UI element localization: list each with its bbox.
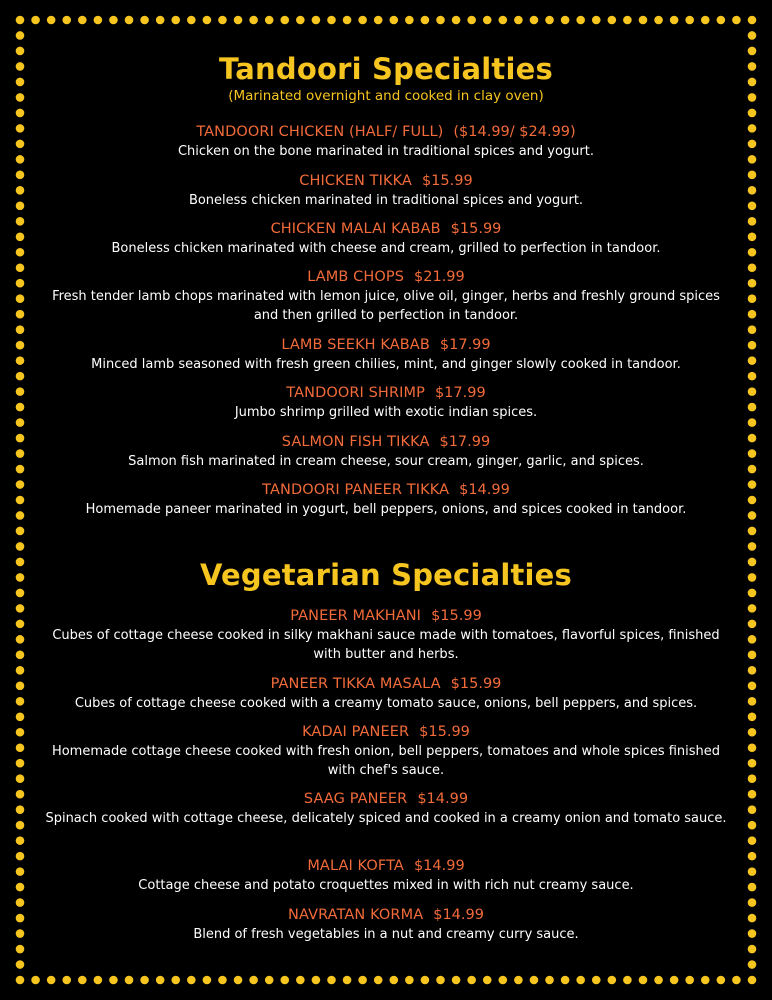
item-description: Chicken on the bone marinated in traditional spices and yogurt. bbox=[177, 144, 594, 159]
border-dot bbox=[654, 976, 663, 985]
border-dot bbox=[717, 16, 726, 25]
border-dot bbox=[203, 976, 212, 985]
border-dot bbox=[249, 16, 258, 25]
menu-item bbox=[40, 433, 732, 471]
border-dot bbox=[748, 232, 757, 241]
border-dot bbox=[748, 836, 757, 845]
border-dot bbox=[639, 16, 648, 25]
border-dot bbox=[171, 16, 180, 25]
border-dot bbox=[16, 155, 25, 164]
border-dot bbox=[748, 217, 757, 226]
border-dot bbox=[31, 16, 40, 25]
border-dot bbox=[374, 976, 383, 985]
item-description: Boneless chicken marinated in traditional spices and yogurt. bbox=[188, 193, 584, 208]
menu-item bbox=[40, 123, 732, 161]
border-dot bbox=[16, 465, 25, 474]
section-subtitle-tandoori: (Marinated overnight and cooked in clay oven) bbox=[228, 88, 544, 104]
border-dot bbox=[530, 16, 539, 25]
menu-item bbox=[40, 268, 732, 325]
border-dot bbox=[187, 976, 196, 985]
border-dot bbox=[140, 16, 149, 25]
border-dot bbox=[16, 109, 25, 118]
item-name: SAAG PANEER bbox=[303, 791, 408, 807]
border-dot bbox=[16, 403, 25, 412]
border-dot bbox=[592, 16, 601, 25]
menu-item bbox=[40, 172, 732, 210]
border-dot bbox=[561, 976, 570, 985]
border-dot bbox=[16, 914, 25, 923]
border-dot bbox=[748, 728, 757, 737]
border-dot bbox=[16, 790, 25, 799]
border-dot bbox=[608, 16, 617, 25]
border-dot bbox=[748, 93, 757, 102]
border-dot bbox=[685, 976, 694, 985]
border-dot bbox=[16, 496, 25, 505]
item-price: $17.99 bbox=[434, 385, 486, 401]
item-price: $21.99 bbox=[414, 269, 465, 285]
border-dot bbox=[16, 434, 25, 443]
border-dot bbox=[16, 852, 25, 861]
border-dot bbox=[717, 976, 726, 985]
item-price: $15.99 bbox=[421, 173, 473, 189]
border-dot bbox=[748, 263, 757, 272]
item-description: Cubes of cottage cheese cooked with a creamy tomato sauce, onions, bell peppers, and spices. bbox=[74, 696, 698, 711]
item-price: $15.99 bbox=[431, 608, 482, 624]
border-dot bbox=[109, 16, 118, 25]
border-dot bbox=[16, 418, 25, 427]
border-dot bbox=[748, 47, 757, 56]
border-dot bbox=[405, 976, 414, 985]
item-price: $14.99 bbox=[417, 791, 469, 807]
border-dot bbox=[31, 976, 40, 985]
border-dot bbox=[16, 248, 25, 257]
border-dot bbox=[16, 651, 25, 660]
border-dot bbox=[47, 16, 56, 25]
border-dot bbox=[16, 93, 25, 102]
border-dot bbox=[748, 465, 757, 474]
item-description: Spinach cooked with cottage cheese, delicately spiced and cooked in a creamy onion and tomato sauce. bbox=[45, 811, 727, 826]
border-dot bbox=[203, 16, 212, 25]
border-dot bbox=[436, 16, 445, 25]
border-dot bbox=[389, 976, 398, 985]
border-dot bbox=[16, 171, 25, 180]
border-dot bbox=[16, 372, 25, 381]
border-dot bbox=[109, 976, 118, 985]
border-dot bbox=[748, 480, 757, 489]
border-dot bbox=[748, 124, 757, 133]
border-dot bbox=[748, 62, 757, 71]
border-dot bbox=[576, 16, 585, 25]
border-dot bbox=[748, 527, 757, 536]
border-dot bbox=[16, 620, 25, 629]
border-dot bbox=[16, 310, 25, 319]
border-dot bbox=[748, 78, 757, 87]
border-dot bbox=[748, 109, 757, 118]
item-price: $17.99 bbox=[439, 434, 491, 450]
border-dot bbox=[265, 976, 274, 985]
border-dot bbox=[16, 62, 25, 71]
item-price: $14.99 bbox=[413, 858, 465, 874]
border-dot bbox=[748, 883, 757, 892]
border-dot bbox=[748, 356, 757, 365]
section-title-vegetarian: Vegetarian Specialties bbox=[199, 558, 573, 592]
border-dot bbox=[748, 682, 757, 691]
border-dot bbox=[639, 976, 648, 985]
menu-item bbox=[40, 384, 732, 422]
item-price: ($14.99/ $24.99) bbox=[453, 124, 576, 140]
border-dot bbox=[16, 542, 25, 551]
border-dot bbox=[125, 976, 134, 985]
item-name: LAMB SEEKH KABAB bbox=[281, 337, 430, 353]
border-dot bbox=[748, 403, 757, 412]
border-dot bbox=[748, 589, 757, 598]
border-dot bbox=[748, 341, 757, 350]
border-dot bbox=[16, 449, 25, 458]
border-dot bbox=[483, 976, 492, 985]
item-description: Cottage cheese and potato croquettes mixed in with rich nut creamy sauce. bbox=[138, 878, 634, 893]
border-dot bbox=[218, 16, 227, 25]
border-dot bbox=[748, 790, 757, 799]
border-dot bbox=[748, 945, 757, 954]
border-dot bbox=[467, 976, 476, 985]
border-dot bbox=[16, 78, 25, 87]
border-dot bbox=[16, 929, 25, 938]
border-dot bbox=[16, 140, 25, 149]
border-dot bbox=[16, 635, 25, 644]
border-dot bbox=[452, 976, 461, 985]
border-dot bbox=[748, 774, 757, 783]
border-dot bbox=[16, 279, 25, 288]
border-dot bbox=[499, 16, 508, 25]
border-dot bbox=[623, 16, 632, 25]
menu-item bbox=[40, 336, 732, 374]
border-dot bbox=[576, 976, 585, 985]
border-dot bbox=[249, 976, 258, 985]
item-description: Homemade cottage cheese cooked with fresh onion, bell peppers, tomatoes and whole spices finished with chef's sauce. bbox=[51, 744, 721, 778]
border-dot bbox=[561, 16, 570, 25]
border-dot bbox=[16, 341, 25, 350]
item-price: $14.99 bbox=[459, 482, 510, 498]
border-dot bbox=[748, 960, 757, 969]
item-price: $17.99 bbox=[439, 337, 491, 353]
border-dot bbox=[187, 16, 196, 25]
item-description: Homemade paneer marinated in yogurt, bell peppers, onions, and spices cooked in tandoor. bbox=[85, 502, 687, 517]
item-name: KADAI PANEER bbox=[302, 724, 410, 740]
border-dot bbox=[16, 945, 25, 954]
border-dot bbox=[608, 976, 617, 985]
item-name: CHICKEN TIKKA bbox=[299, 173, 412, 189]
border-dot bbox=[748, 867, 757, 876]
border-dot bbox=[748, 279, 757, 288]
border-dot bbox=[748, 434, 757, 443]
border-dot bbox=[405, 16, 414, 25]
item-description: Boneless chicken marinated with cheese and cream, grilled to perfection in tandoor. bbox=[111, 241, 661, 256]
border-dot bbox=[701, 16, 710, 25]
border-dot bbox=[499, 976, 508, 985]
menu-item bbox=[40, 675, 732, 713]
item-description: Jumbo shrimp grilled with exotic indian spices. bbox=[234, 405, 538, 420]
item-name: MALAI KOFTA bbox=[307, 858, 404, 874]
border-dot bbox=[140, 976, 149, 985]
border-dot bbox=[748, 171, 757, 180]
border-dot bbox=[125, 16, 134, 25]
border-dot bbox=[218, 976, 227, 985]
border-dot bbox=[670, 976, 679, 985]
border-dot bbox=[16, 202, 25, 211]
border-dot bbox=[748, 852, 757, 861]
border-dot bbox=[748, 294, 757, 303]
border-dot bbox=[467, 16, 476, 25]
border-dot bbox=[16, 604, 25, 613]
border-dot bbox=[16, 960, 25, 969]
border-dot bbox=[701, 976, 710, 985]
item-name: TANDOORI PANEER TIKKA bbox=[262, 482, 450, 498]
border-dot bbox=[748, 31, 757, 40]
item-name: PANEER TIKKA MASALA bbox=[270, 676, 441, 692]
border-dot bbox=[16, 712, 25, 721]
border-dot bbox=[16, 387, 25, 396]
border-dot bbox=[16, 16, 25, 25]
border-dot bbox=[156, 976, 165, 985]
border-dot bbox=[389, 16, 398, 25]
border-dot bbox=[16, 124, 25, 133]
menu-item bbox=[40, 790, 732, 828]
item-price: $15.99 bbox=[450, 221, 502, 237]
border-dot bbox=[452, 16, 461, 25]
border-dot bbox=[94, 16, 103, 25]
border-dot bbox=[748, 248, 757, 257]
item-name: NAVRATAN KORMA bbox=[288, 907, 424, 923]
border-dot bbox=[545, 976, 554, 985]
border-dot bbox=[312, 976, 321, 985]
border-dot bbox=[94, 976, 103, 985]
border-dot bbox=[358, 976, 367, 985]
item-name: LAMB CHOPS bbox=[307, 269, 405, 285]
item-name: TANDOORI SHRIMP bbox=[286, 385, 425, 401]
border-dot bbox=[436, 976, 445, 985]
border-dot bbox=[47, 976, 56, 985]
border-dot bbox=[748, 573, 757, 582]
border-dot bbox=[16, 527, 25, 536]
item-name: PANEER MAKHANI bbox=[290, 608, 422, 624]
item-description: Blend of fresh vegetables in a nut and creamy curry sauce. bbox=[193, 927, 579, 942]
border-dot bbox=[16, 558, 25, 567]
border-dot bbox=[748, 16, 757, 25]
border-dot bbox=[78, 976, 87, 985]
item-price: $15.99 bbox=[450, 676, 502, 692]
item-price: $14.99 bbox=[433, 907, 484, 923]
border-dot bbox=[748, 666, 757, 675]
border-dot bbox=[16, 356, 25, 365]
border-dot bbox=[483, 16, 492, 25]
item-name: SALMON FISH TIKKA bbox=[281, 434, 430, 450]
border-dot bbox=[156, 16, 165, 25]
menu-item bbox=[40, 481, 732, 519]
border-dot bbox=[748, 387, 757, 396]
border-dot bbox=[16, 976, 25, 985]
border-dot bbox=[234, 16, 243, 25]
item-name: CHICKEN MALAI KABAB bbox=[270, 221, 441, 237]
border-dot bbox=[16, 728, 25, 737]
menu-item bbox=[40, 220, 732, 258]
border-dot bbox=[16, 573, 25, 582]
border-dot bbox=[670, 16, 679, 25]
border-dot bbox=[171, 976, 180, 985]
border-dot bbox=[16, 47, 25, 56]
border-dot bbox=[265, 16, 274, 25]
border-dot bbox=[514, 976, 523, 985]
border-dot bbox=[343, 976, 352, 985]
border-dot bbox=[514, 16, 523, 25]
border-dot bbox=[16, 294, 25, 303]
item-description: Salmon fish marinated in cream cheese, sour cream, ginger, garlic, and spices. bbox=[128, 454, 644, 469]
border-dot bbox=[748, 140, 757, 149]
border-dot bbox=[280, 976, 289, 985]
border-dot bbox=[732, 976, 741, 985]
border-dot bbox=[748, 759, 757, 768]
menu-item bbox=[40, 723, 732, 780]
border-dot bbox=[421, 16, 430, 25]
border-dot bbox=[16, 759, 25, 768]
border-dot bbox=[62, 16, 71, 25]
border-dot bbox=[343, 16, 352, 25]
border-dot bbox=[16, 186, 25, 195]
border-dot bbox=[296, 976, 305, 985]
menu-item bbox=[40, 607, 732, 664]
border-dot bbox=[748, 558, 757, 567]
border-dot bbox=[16, 682, 25, 691]
border-dot bbox=[16, 743, 25, 752]
border-dot bbox=[16, 898, 25, 907]
border-dot bbox=[592, 976, 601, 985]
border-dot bbox=[748, 449, 757, 458]
border-dot bbox=[16, 836, 25, 845]
border-dot bbox=[16, 774, 25, 783]
border-dot bbox=[358, 16, 367, 25]
border-dot bbox=[748, 496, 757, 505]
border-dot bbox=[748, 976, 757, 985]
border-dot bbox=[748, 651, 757, 660]
border-dot bbox=[530, 976, 539, 985]
border-dot bbox=[623, 976, 632, 985]
border-dot bbox=[748, 542, 757, 551]
border-dot bbox=[296, 16, 305, 25]
border-dot bbox=[327, 976, 336, 985]
item-description: Cubes of cottage cheese cooked in silky makhani sauce made with tomatoes, flavorful spices, finished with butter and herbs. bbox=[52, 628, 720, 662]
border-dot bbox=[421, 976, 430, 985]
border-dot bbox=[234, 976, 243, 985]
border-dot bbox=[748, 743, 757, 752]
border-dot bbox=[16, 666, 25, 675]
border-dot bbox=[62, 976, 71, 985]
border-dot bbox=[16, 511, 25, 520]
menu-item bbox=[40, 906, 732, 944]
item-description: Minced lamb seasoned with fresh green chilies, mint, and ginger slowly cooked in tandoor. bbox=[91, 357, 681, 372]
border-dot bbox=[16, 31, 25, 40]
item-name: TANDOORI CHICKEN (HALF/ FULL) bbox=[196, 124, 444, 140]
border-dot bbox=[16, 883, 25, 892]
border-dot bbox=[748, 914, 757, 923]
border-dot bbox=[748, 310, 757, 319]
menu-item bbox=[40, 857, 732, 895]
border-dot bbox=[748, 635, 757, 644]
border-dot bbox=[748, 418, 757, 427]
border-dot bbox=[748, 620, 757, 629]
item-price: $15.99 bbox=[419, 724, 470, 740]
item-description: Fresh tender lamb chops marinated with lemon juice, olive oil, ginger, herbs and freshly ground spices and then grilled to perfection in tandoor. bbox=[52, 289, 720, 323]
border-dot bbox=[16, 217, 25, 226]
border-dot bbox=[748, 712, 757, 721]
border-dot bbox=[280, 16, 289, 25]
border-dot bbox=[748, 511, 757, 520]
border-dot bbox=[16, 232, 25, 241]
border-dot bbox=[748, 898, 757, 907]
border-dot bbox=[748, 186, 757, 195]
section-title-tandoori: Tandoori Specialties bbox=[219, 52, 553, 86]
border-dot bbox=[748, 929, 757, 938]
border-dot bbox=[16, 263, 25, 272]
border-dot bbox=[16, 480, 25, 489]
border-dot bbox=[748, 325, 757, 334]
border-dot bbox=[545, 16, 554, 25]
border-dot bbox=[685, 16, 694, 25]
border-dot bbox=[748, 604, 757, 613]
border-dot bbox=[748, 202, 757, 211]
border-dot bbox=[654, 16, 663, 25]
border-dot bbox=[374, 16, 383, 25]
border-dot bbox=[327, 16, 336, 25]
border-dot bbox=[16, 589, 25, 598]
border-dot bbox=[78, 16, 87, 25]
border-dot bbox=[312, 16, 321, 25]
border-dot bbox=[16, 325, 25, 334]
border-dot bbox=[748, 372, 757, 381]
border-dot bbox=[16, 867, 25, 876]
border-dot bbox=[748, 155, 757, 164]
border-dot bbox=[732, 16, 741, 25]
